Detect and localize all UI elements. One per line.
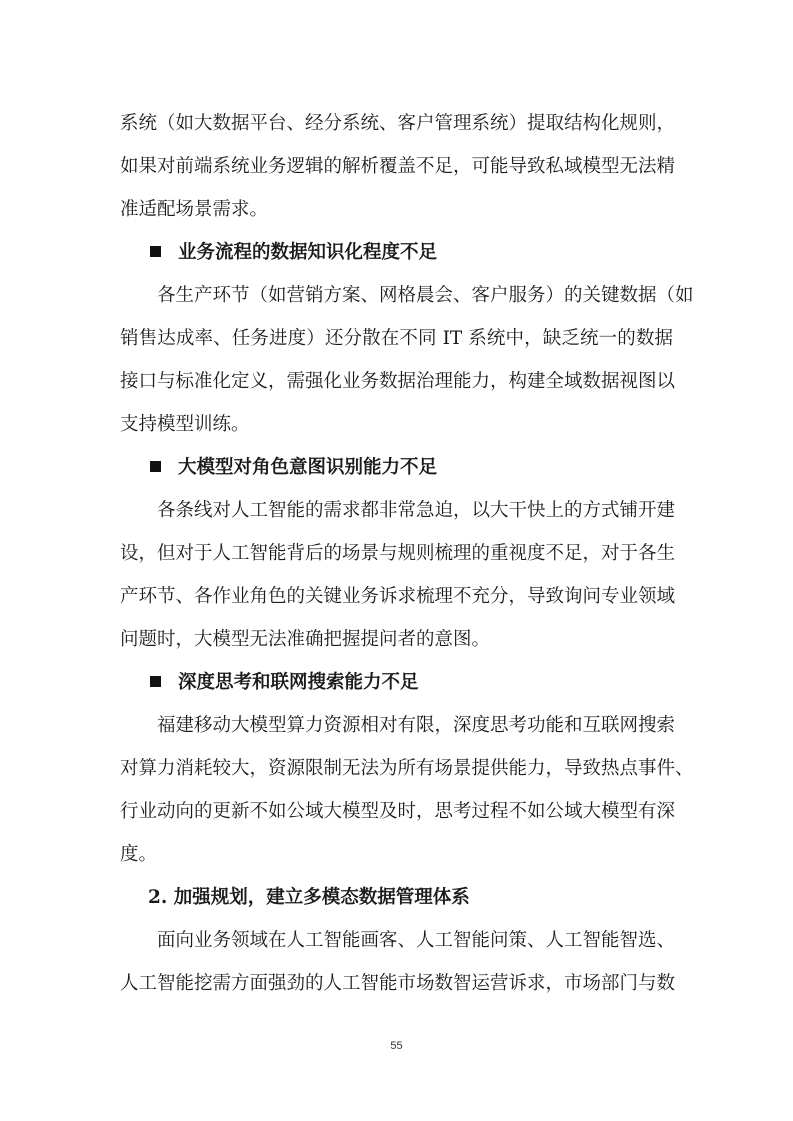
text-line: 问题时，大模型无法准确把握提问者的意图。: [120, 629, 491, 650]
square-bullet-icon: [150, 246, 161, 257]
page-number: 55: [390, 1040, 403, 1052]
square-bullet-icon: [150, 461, 161, 472]
text-line: 如果对前端系统业务逻辑的解析覆盖不足，可能导致私域模型无法精: [120, 156, 676, 177]
text-line: 产环节、各作业角色的关键业务诉求梳理不充分，导致询问专业领域: [120, 586, 676, 607]
text-line: 各条线对人工智能的需求都非常急迫，以大干快上的方式铺开建: [157, 500, 676, 521]
paragraph-4: [120, 925, 676, 1011]
paragraph-1: [120, 280, 694, 452]
bullet-heading-1: [120, 237, 673, 280]
paragraph-2: [120, 495, 676, 667]
heading-text: 大模型对角色意图识别能力不足: [178, 457, 438, 478]
page-content: [120, 108, 694, 1011]
bullet-heading-3: [120, 667, 673, 710]
paragraph-3: [120, 710, 694, 882]
text-line: 福建移动大模型算力资源相对有限，深度思考功能和互联网搜索: [157, 715, 676, 736]
text-line: 对算力消耗较大，资源限制无法为所有场景提供能力，导致热点事件、: [120, 758, 694, 779]
text-line: 面向业务领域在人工智能画客、人工智能问策、人工智能智选、: [157, 930, 676, 951]
text-line: 设，但对于人工智能背后的场景与规则梳理的重视度不足，对于各生: [120, 543, 676, 564]
heading-text: 业务流程的数据知识化程度不足: [178, 242, 438, 263]
text-line: 准适配场景需求。: [120, 199, 269, 220]
text-line: 人工智能挖需方面强劲的人工智能市场数智运营诉求，市场部门与数: [120, 973, 676, 994]
text-line: 行业动向的更新不如公域大模型及时，思考过程不如公域大模型有深: [120, 801, 676, 822]
bullet-heading-2: [120, 452, 673, 495]
paragraph-intro: [120, 108, 676, 237]
heading-text: 深度思考和联网搜索能力不足: [178, 672, 419, 693]
text-line: 支持模型训练。: [120, 414, 250, 435]
text-line: 销售达成率、任务进度）还分散在不同 IT 系统中，缺乏统一的数据: [120, 328, 673, 349]
section-heading: 2. 加强规划，建立多模态数据管理体系: [148, 887, 470, 908]
text-line: 系统（如大数据平台、经分系统、客户管理系统）提取结构化规则，: [120, 113, 676, 134]
text-line: 接口与标准化定义，需强化业务数据治理能力，构建全域数据视图以: [120, 371, 676, 392]
text-line: 各生产环节（如营销方案、网格晨会、客户服务）的关键数据（如: [157, 285, 694, 306]
square-bullet-icon: [150, 676, 161, 687]
text-line: 度。: [120, 844, 158, 865]
